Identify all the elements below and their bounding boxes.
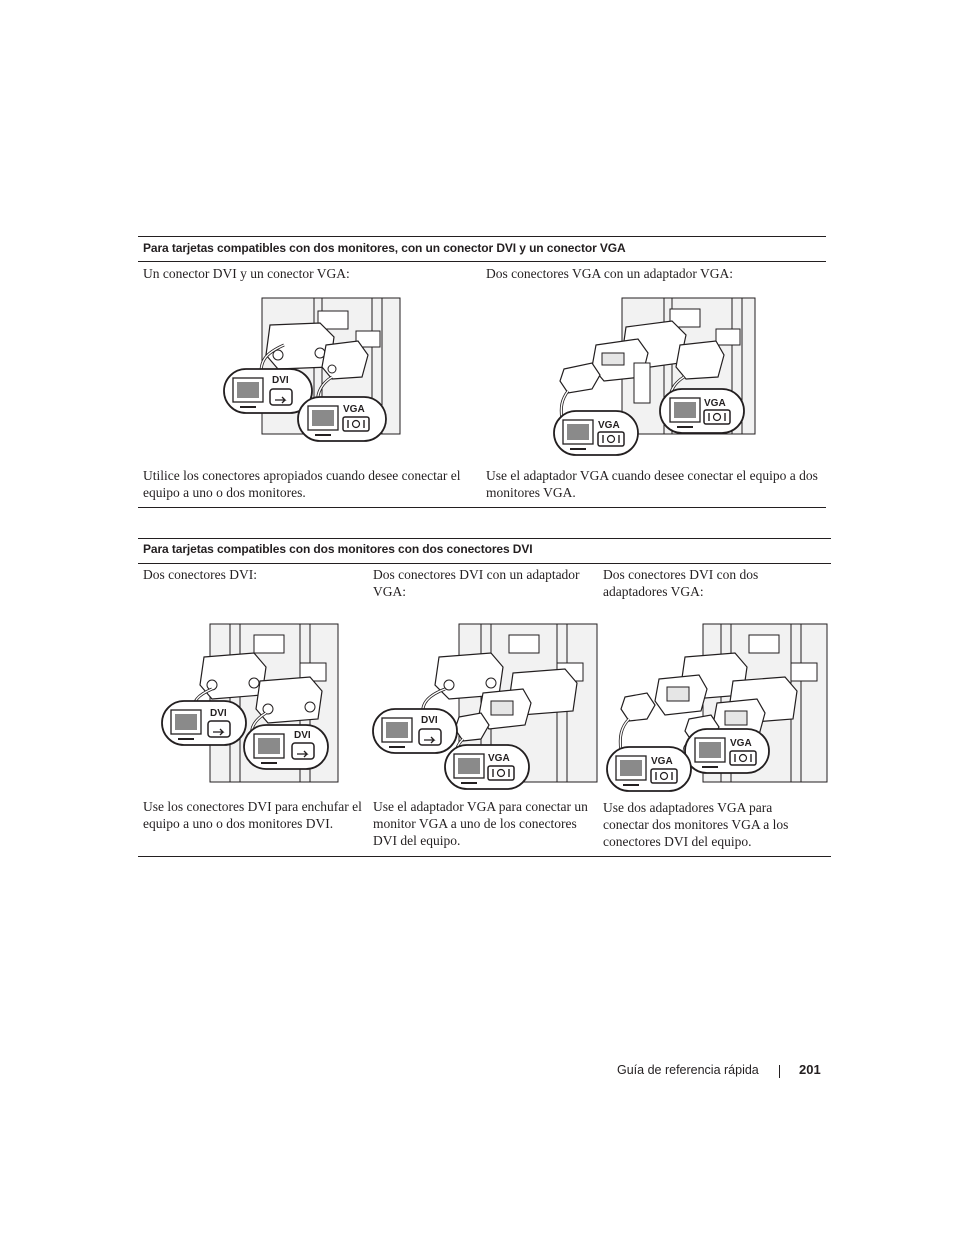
section1-header: Para tarjetas compatibles con dos monitores, con un conector DVI y un conector VGA <box>143 241 626 255</box>
section1-col1-title: Un conector DVI y un conector VGA: <box>143 266 350 281</box>
figure-two-vga-with-adapter <box>552 297 757 462</box>
fig1-1-label-a: DVI <box>272 375 289 386</box>
fig1-2-label-b: VGA <box>704 398 726 409</box>
section2-top-rule <box>138 538 831 539</box>
page-number: 201 <box>799 1062 821 1077</box>
fig1-2-label-a: VGA <box>598 420 620 431</box>
section1-bottom-rule <box>138 507 826 508</box>
figure-two-dvi-two-vga-adapters <box>605 623 830 795</box>
section2-col1-title: Dos conectores DVI: <box>143 567 257 582</box>
section1-col2-title: Dos conectores VGA con un adaptador VGA: <box>486 266 733 281</box>
figure-dvi-and-vga-connectors <box>222 297 402 443</box>
fig1-1-label-b: VGA <box>343 404 365 415</box>
section1-header-rule <box>138 261 826 262</box>
fig2-1-label-b: DVI <box>294 730 311 741</box>
section2-bottom-rule <box>138 856 831 857</box>
section1-top-rule <box>138 236 826 237</box>
fig2-2-label-a: DVI <box>421 715 438 726</box>
section1-col2-desc: Use el adaptador VGA cuando desee conectar el equipo a dos monitores VGA. <box>486 468 818 500</box>
section2-col3-desc: Use dos adaptadores VGA para conectar dos monitores VGA a los conectores DVI del equipo. <box>603 800 789 849</box>
section2-col3-title: Dos conectores DVI con dos adaptadores VGA: <box>603 567 759 599</box>
section2-col2-title: Dos conectores DVI con un adaptador VGA: <box>373 567 580 599</box>
fig2-3-label-a: VGA <box>651 756 673 767</box>
fig2-1-label-a: DVI <box>210 708 227 719</box>
fig2-3-label-b: VGA <box>730 738 752 749</box>
section2-col2-desc: Use el adaptador VGA para conectar un monitor VGA a uno de los conectores DVI del equipo. <box>373 799 588 848</box>
figure-two-dvi-one-vga-adapter <box>371 623 601 793</box>
fig2-2-label-b: VGA <box>488 753 510 764</box>
footer-separator <box>779 1065 780 1078</box>
section1-col1-desc: Utilice los conectores apropiados cuando desee conectar el equipo a uno o dos monitores. <box>143 468 461 500</box>
section2-col1-desc: Use los conectores DVI para enchufar el equipo a uno o dos monitores DVI. <box>143 799 362 831</box>
figure-two-dvi-connectors <box>160 623 340 783</box>
footer-title: Guía de referencia rápida <box>617 1063 759 1077</box>
section2-header-rule <box>138 563 831 564</box>
section2-header: Para tarjetas compatibles con dos monitores con dos conectores DVI <box>143 542 533 556</box>
